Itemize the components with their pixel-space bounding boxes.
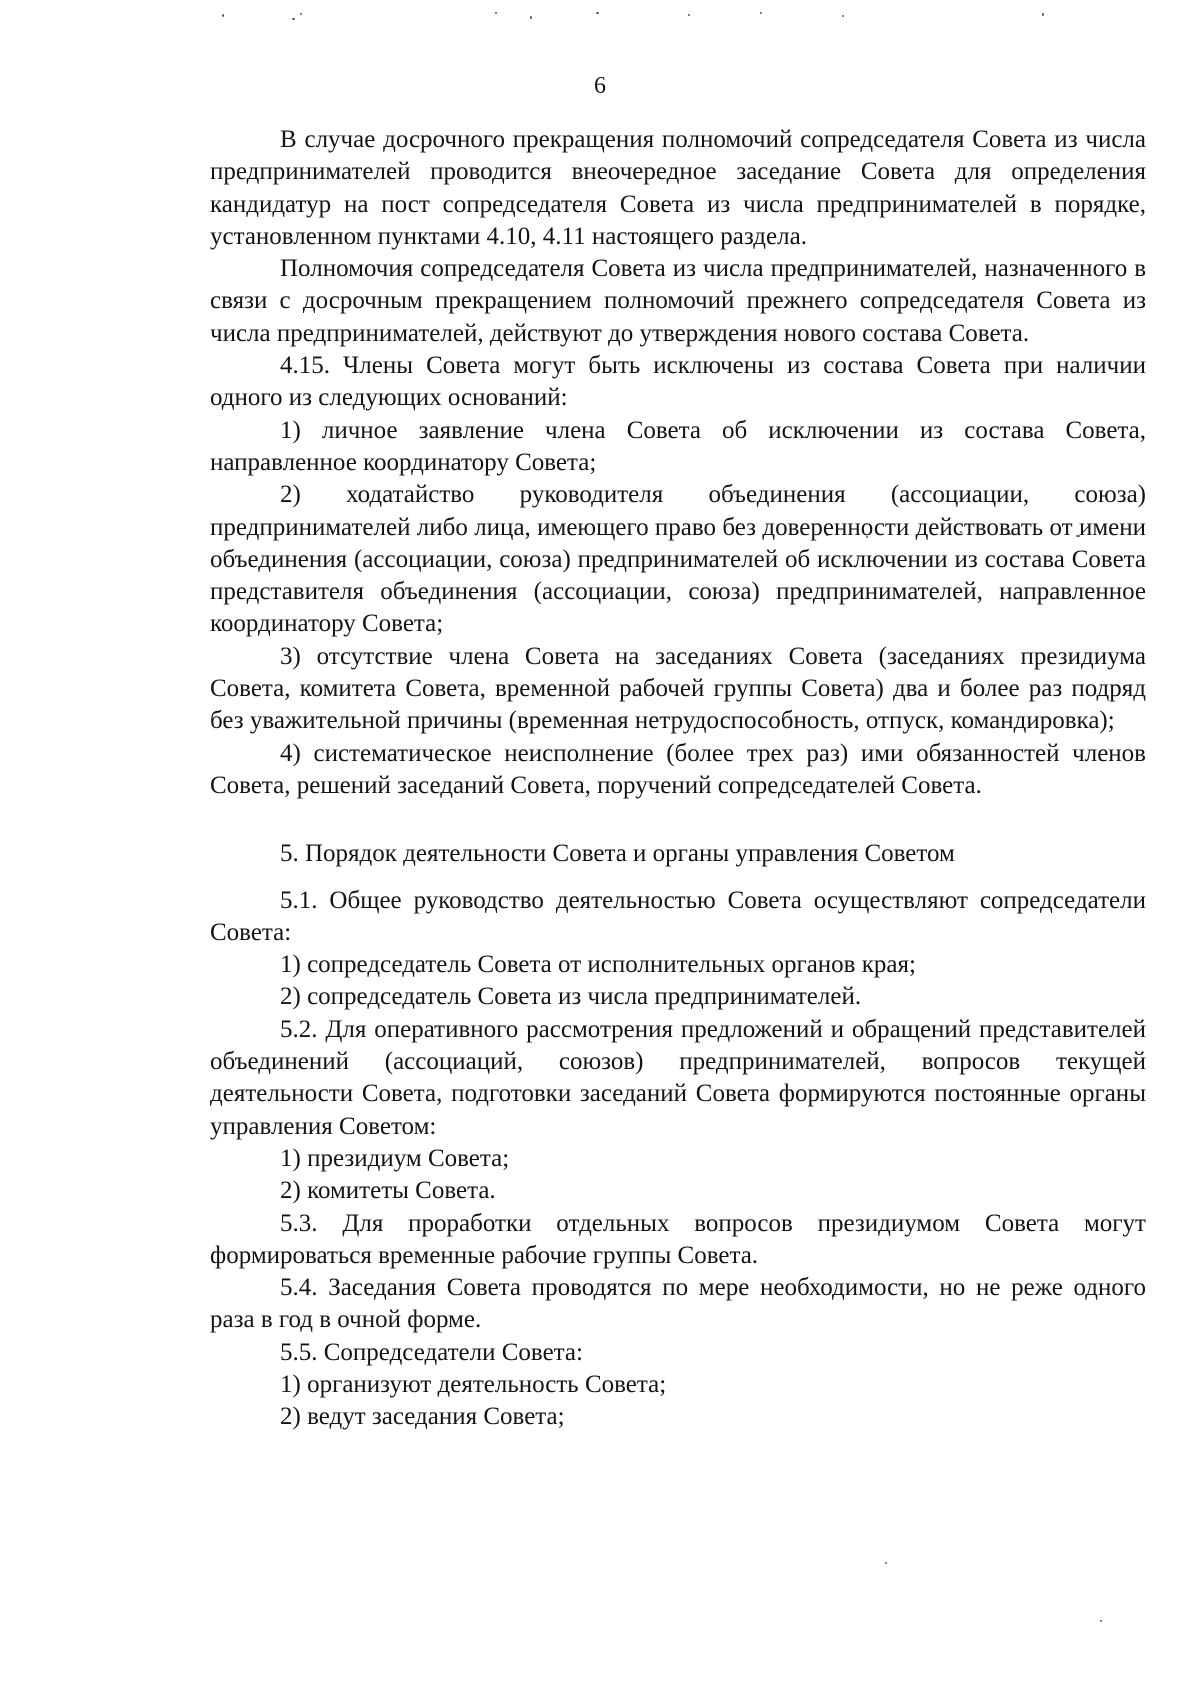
list-item: 3) отсутствие члена Совета на заседаниях Совета (заседаниях президиума Совета, комитета Совета, временной рабочей группы Совета) два и более раз подряд без уважительной причины (временная нетрудоспособность, отпуск, командировка); [210, 642, 1146, 735]
scan-speck [760, 12, 762, 14]
list-item: 2) ходатайство руководителя объединения (ассоциации, союза) предпринимателей либо лица, имеющего право без доверенности действовать от имени объединения (ассоциации, союза) предпринимателей об исключении из состава Совета представителя объединения (ассоциации, союза) предпринимателей, направленное координатору Совета; [210, 481, 1146, 638]
document-body [210, 124, 1146, 1434]
paragraph: В случае досрочного прекращения полномочий сопредседателя Совета из числа предпринимателей проводится внеочередное заседание Совета для определения кандидатур на пост сопредседателя Совета из числа предпринимателей в порядке, установленном пунктами 4.10, 4.11 настоящего раздела. [210, 126, 1146, 250]
scan-speck [292, 18, 295, 20]
list-item: 1) президиум Совета; [280, 1144, 510, 1172]
paragraph: 5.5. Сопредседатели Совета: [280, 1338, 583, 1366]
paragraph: Полномочия сопредседателя Совета из числа предпринимателей, назначенного в связи с досрочным прекращением полномочий прежнего сопредседателя Совета из числа предпринимателей, действуют до утверждения нового состава Совета. [210, 255, 1146, 347]
scan-speck [300, 13, 302, 15]
paragraph: 5.1. Общее руководство деятельностью Совета осуществляют сопредседатели Совета: [210, 886, 1146, 946]
list-item: 1) организуют деятельность Совета; [280, 1370, 667, 1398]
section-heading: 5. Порядок деятельности Совета и органы управления Советом [280, 840, 955, 868]
scan-speck [495, 12, 497, 14]
scan-speck [842, 15, 844, 17]
scan-speck [885, 1562, 887, 1564]
scan-speck [596, 12, 599, 14]
scan-speck [1100, 1620, 1102, 1622]
paragraph: 5.4. Заседания Совета проводятся по мере необходимости, но не реже одного раза в год в очной форме. [210, 1274, 1146, 1334]
list-item: 2) ведут заседания Совета; [280, 1403, 565, 1431]
scan-speck [222, 14, 224, 17]
page-number: 6 [594, 73, 606, 99]
scan-speck [688, 14, 690, 16]
list-item: 2) комитеты Совета. [280, 1177, 496, 1205]
list-item: 2) сопредседатель Совета из числа предпринимателей. [280, 983, 862, 1011]
list-item: 1) личное заявление члена Совета об исключении из состава Совета, направленное координатору Совета; [210, 416, 1146, 476]
paragraph: 4.15. Члены Совета могут быть исключены из состава Совета при наличии одного из следующих оснований: [210, 352, 1146, 412]
scan-speck [530, 16, 532, 19]
paragraph: 5.2. Для оперативного рассмотрения предложений и обращений представителей объединений (ассоциаций, союзов) предпринимателей, вопросов текущей деятельности Совета, подготовки заседаний Совета формируются постоянные органы управления Советом: [210, 1015, 1146, 1140]
scan-speck [1042, 13, 1044, 16]
paragraph: 5.3. Для проработки отдельных вопросов президиумом Совета могут формироваться временные рабочие группы Совета. [210, 1209, 1146, 1269]
list-item: 4) систематическое неисполнение (более трех раз) ими обязанностей членов Совета, решений заседаний Совета, поручений сопредседателей Совета. [210, 739, 1146, 799]
list-item: 1) сопредседатель Совета от исполнительных органов края; [280, 951, 916, 979]
